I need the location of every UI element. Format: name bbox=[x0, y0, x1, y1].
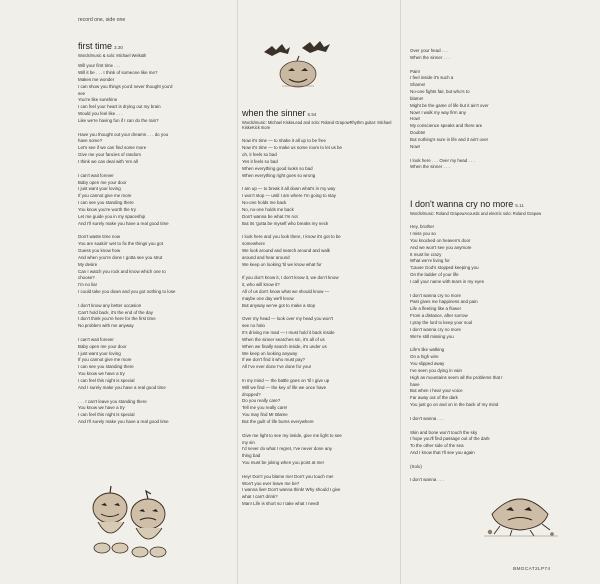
lyric-line: I can't wait forever bbox=[78, 172, 114, 178]
lyric-line: I'm no liar bbox=[78, 282, 98, 288]
lyric-line: I just want your loving bbox=[78, 350, 121, 356]
song-title: when the sinner 6.54 bbox=[242, 108, 317, 118]
lyric-line: have some? bbox=[78, 138, 103, 144]
song-credits bbox=[242, 120, 392, 130]
lyric-line: If you cannot give me more bbox=[78, 193, 132, 199]
stanza-break bbox=[78, 392, 238, 399]
song-when-the-sinner bbox=[242, 108, 392, 508]
stanza-break bbox=[410, 409, 560, 416]
song-i-dont-wanna-cry bbox=[410, 199, 560, 484]
lyric-line: Might be the game of life but it ain't over bbox=[410, 102, 489, 108]
song-credits bbox=[78, 53, 238, 58]
lyric-line: You know we have a try bbox=[78, 371, 125, 377]
lyric-line: I pray the lord to keep your soul bbox=[410, 320, 473, 326]
lyric-line: Kick more bbox=[252, 125, 271, 131]
lyric-line: dropped? bbox=[242, 391, 261, 397]
lyric-line: my sin bbox=[242, 439, 255, 445]
lyric-line: And I'll surely make you have a real good time bbox=[78, 220, 169, 226]
lyric-line: I don't wanna cry no more bbox=[410, 292, 461, 298]
lyric-line: My desire bbox=[78, 261, 98, 267]
lyric-line: I can feel your heart is drying out my brain bbox=[78, 104, 161, 110]
lyric-line: I am up — to break it all down what's in my way bbox=[242, 186, 336, 192]
lyric-line: Lead and solo: Roland Grapow bbox=[293, 120, 350, 125]
stanza-break bbox=[242, 310, 392, 317]
stanza-break bbox=[78, 166, 238, 173]
lyric-line: It must be crazy bbox=[410, 251, 442, 257]
lyric-line: When the sinner . . . bbox=[410, 54, 450, 60]
lyric-line: Life's like walking bbox=[410, 347, 445, 353]
lyric-line: Pain! bbox=[410, 68, 421, 74]
lyric-line: No-one fights fair, but who's to bbox=[410, 89, 470, 95]
lyric-line: Hey! Don't you blame me! Don't you touch me! bbox=[242, 473, 334, 479]
lyric-line: Have you thought out your dreams . . . do you bbox=[78, 131, 169, 137]
lyric-line: Makes me wonder bbox=[78, 76, 115, 82]
song-lyrics bbox=[242, 138, 392, 508]
lyric-line: From a distance, after sorrow bbox=[410, 313, 468, 319]
lyric-line: But nothing's sure in life and it ain't over bbox=[410, 136, 489, 142]
song-credits bbox=[410, 211, 560, 216]
lyric-line: High as mountains seem all the problems that I bbox=[410, 374, 503, 380]
lyric-line: I could take you down and you got nothing to lose bbox=[78, 289, 176, 295]
lyric-line: You must be joking when you point at me! bbox=[242, 460, 324, 466]
stanza-break bbox=[78, 330, 238, 337]
lyric-line: And I surely make you have a real good time bbox=[78, 384, 166, 390]
lyric-line: Will your first time . . . bbox=[78, 63, 121, 69]
lyric-line: But its 'gotta be myself who breaks my neck bbox=[242, 220, 329, 226]
lyric-line: All of us don't know what we should know — bbox=[242, 288, 330, 294]
lyric-line: And when you're done I gotta see you strut bbox=[78, 254, 163, 260]
lyric-line: I don't wanna cry no more bbox=[410, 326, 461, 332]
song-title: first time 3.30 bbox=[78, 41, 123, 51]
lyric-line: I feel inside it's such a bbox=[410, 75, 454, 81]
lyric-line: Yes it feels so bad bbox=[242, 158, 278, 164]
lyric-line: I call your name with tears in my eyes bbox=[410, 278, 484, 284]
lyric-line: Baby open me your door bbox=[78, 343, 127, 349]
lyric-line: You know we have a try bbox=[78, 405, 125, 411]
lyric-line: And I'll surely make you have a real good time bbox=[78, 419, 169, 425]
lyric-line: have bbox=[410, 381, 420, 387]
song-title: I don't wanna cry no more 5.11 bbox=[410, 199, 524, 209]
stanza-break bbox=[78, 227, 238, 234]
lyric-line: I think we can deal with 'em all bbox=[78, 159, 138, 165]
lyric-line: Would you feel like . . . bbox=[78, 111, 123, 117]
lyric-line: If we don't find it who must pay? bbox=[242, 357, 306, 363]
lyric-line: I look here and you look there, I know it's got to be bbox=[242, 234, 341, 240]
lyric-line: blame! bbox=[410, 95, 424, 101]
lyric-line: I can feel this night is special bbox=[78, 378, 135, 384]
stanza-break bbox=[78, 296, 238, 303]
lyric-line: . . . I can't leave you standing there bbox=[78, 398, 147, 404]
lyric-line: And we won't see you anymore bbox=[410, 244, 472, 250]
lyric-line: I just want your loving bbox=[78, 186, 121, 192]
stanza-break bbox=[242, 227, 392, 234]
lyric-line: We keep on looking 'til we know what for bbox=[242, 261, 322, 267]
lyric-line: Shame! bbox=[410, 82, 426, 88]
stanza-break bbox=[242, 268, 392, 275]
stanza-break bbox=[78, 125, 238, 132]
lyric-line: Don't waste time now bbox=[78, 234, 121, 240]
lyric-line: Now! bbox=[410, 143, 421, 149]
lyric-line: You're like sunshine bbox=[78, 97, 118, 103]
lyric-line: I can see you standing there bbox=[78, 364, 134, 370]
lyric-line: No problem with me anyway bbox=[78, 323, 134, 329]
lyric-line: Will we find — the key of life we once have bbox=[242, 384, 327, 390]
lyric-line: To the other side of the sea bbox=[410, 443, 464, 449]
lyric-line: maybe one day we'll know bbox=[242, 295, 294, 301]
stanza-break bbox=[410, 423, 560, 430]
lyric-line: Man! Life is short so I take what I need! bbox=[242, 501, 320, 507]
lyric-line: it, who will know it? bbox=[242, 282, 280, 288]
lyric-line: see no halo bbox=[242, 323, 265, 329]
lyric-line: You just go on and on in the back of my mind bbox=[410, 402, 499, 408]
lyric-line: I don't think you're here for the first time bbox=[78, 316, 156, 322]
lyric-line: In my mind — the battle goes on 'til I give up bbox=[242, 377, 330, 383]
stanza-break bbox=[410, 151, 560, 158]
lyric-line: Rhythm guitar: Michael Kiske bbox=[242, 120, 392, 131]
catalog-number: BMGCAT2LP74 bbox=[513, 567, 551, 572]
song-lyrics-continued bbox=[410, 48, 560, 171]
lyric-line: 'Cause God's stopped keeping you bbox=[410, 265, 479, 271]
stanza-break bbox=[410, 341, 560, 348]
lyric-line: Don't wanna be what I'm not bbox=[242, 213, 298, 219]
stanza-break bbox=[410, 286, 560, 293]
lyric-line: What we're living for bbox=[410, 258, 450, 264]
lyric-line: Won't you ever leave me be? bbox=[242, 480, 300, 486]
lyric-line: I can feel this night is special bbox=[78, 412, 135, 418]
lyric-line: I'd never do what I regret, I've never done any bbox=[242, 446, 333, 452]
song-first-time bbox=[78, 41, 238, 426]
lyric-line: Words/music: Roland Grapow bbox=[410, 211, 465, 216]
lyric-line: Far away out of the dark bbox=[410, 395, 458, 401]
lyric-line: No, no-one holds me back bbox=[242, 206, 294, 212]
lyric-line: Over my head — look over my head you won't bbox=[242, 316, 333, 322]
pumpkin-bats-illustration bbox=[258, 38, 338, 94]
lyric-line: When we finally search inside, it's under us bbox=[242, 343, 327, 349]
lyric-line: Past gives me happiness and pain bbox=[410, 299, 478, 305]
lyric-line: Words/music & solo: Michael Weikath bbox=[78, 53, 147, 58]
lyric-line: My conscience speaks and there are bbox=[410, 123, 483, 129]
lyric-line: You slipped away bbox=[410, 361, 445, 367]
lyric-line: I wanna live! Don't wanna think! Why should I give bbox=[242, 487, 341, 493]
lyric-line: Let's see if we can find some more bbox=[78, 145, 147, 151]
lyric-line: On the ladder of your life bbox=[410, 272, 459, 278]
lyric-line: I can't wait forever bbox=[78, 336, 114, 342]
lyric-line: Will it be . . . I think of someone like me? bbox=[78, 70, 158, 76]
lyric-line: I can see you standing there bbox=[78, 200, 134, 206]
lyric-line: When everything good looks so bad bbox=[242, 165, 313, 171]
lyric-line: We look around and search around and walk bbox=[242, 247, 330, 253]
lyric-line: You know you're worth the try bbox=[78, 206, 136, 212]
lyric-line: And I know that I'll see you again bbox=[410, 450, 475, 456]
lyric-line: On a high wire bbox=[410, 354, 439, 360]
song-lyrics bbox=[410, 224, 560, 484]
lyric-line: Like we're having fun if I can do the rain? bbox=[78, 117, 159, 123]
lyric-line: Doubts! bbox=[410, 130, 426, 136]
lyric-line: When the sinner searches sin, it's all of us bbox=[242, 336, 325, 342]
lyric-line: I've seen you dying in vain bbox=[410, 367, 462, 373]
lyric-line: what I can't drink? bbox=[242, 494, 278, 500]
lyric-line: Tell me you really care! bbox=[242, 405, 288, 411]
lyric-line: When everything right goes so wrong bbox=[242, 172, 316, 178]
lyric-line: I can show you things you'd never thought you'd bbox=[78, 83, 173, 89]
fold-line bbox=[400, 0, 401, 584]
side-header: record one, side one bbox=[78, 17, 126, 23]
lyric-line: Skin and bone won't touch the sky bbox=[410, 429, 478, 435]
stanza-break bbox=[410, 471, 560, 478]
lyric-line: Give me your fancies of random bbox=[78, 152, 141, 158]
stanza-break bbox=[242, 426, 392, 433]
song-duration: 6.54 bbox=[307, 112, 317, 117]
lyric-line: It's driving me mad — I must hold it back inside bbox=[242, 330, 335, 336]
lyric-line: choose? bbox=[78, 275, 95, 281]
stanza-break bbox=[242, 179, 392, 186]
lyric-line: Over your head . . . bbox=[410, 48, 448, 53]
lyric-line: But anyway we've got to make a stop bbox=[242, 302, 316, 308]
lyric-line: Now it's time — to shake it all up to be free bbox=[242, 138, 326, 144]
lyric-line: somewhere bbox=[242, 241, 265, 247]
lyric-line: You may find Mr Blame bbox=[242, 412, 288, 418]
lyric-line: see bbox=[78, 90, 86, 96]
lyric-line: If you don't know it, I don't know it, we don't know bbox=[242, 275, 339, 281]
lyric-line: Do you really care? bbox=[242, 398, 281, 404]
smashed-pumpkin-illustration bbox=[478, 480, 562, 538]
lyric-line: How! bbox=[410, 116, 421, 122]
stanza-break bbox=[410, 457, 560, 464]
lyric-line: Give me light to see my inside, give me light to see bbox=[242, 432, 342, 438]
lyric-line: I don't know any better occasion bbox=[78, 302, 142, 308]
lyric-line: But when I hear your voice bbox=[410, 388, 463, 394]
lyric-line: You knocked on heaven's door bbox=[410, 237, 471, 243]
lyric-line: I hope you'll find passage out of the dark bbox=[410, 436, 490, 442]
pumpkin-creatures-illustration bbox=[82, 478, 180, 562]
song-lyrics bbox=[78, 63, 238, 426]
lyric-line: I miss you so bbox=[410, 231, 436, 237]
lyric-line: around and hear around bbox=[242, 254, 290, 260]
lyric-line: (Solo) bbox=[410, 463, 422, 469]
lyric-line: No-one holds me back bbox=[242, 200, 287, 205]
lyric-line: Guess you know how bbox=[78, 247, 121, 253]
lyric-line: I don't wanna . . . bbox=[410, 477, 444, 483]
lyric-line: Now it's time — to make us some room to let us be bbox=[242, 145, 342, 151]
lyric-line: Hey, brother bbox=[410, 224, 435, 230]
song-continuation bbox=[410, 48, 560, 171]
lyric-line: We're still missing you bbox=[410, 333, 454, 339]
lyric-line: But the guilt of life burns everywhere bbox=[242, 419, 314, 424]
song-duration: 5.11 bbox=[515, 203, 524, 208]
lyric-line: I won't stop — until I am where I'm going to stay bbox=[242, 193, 336, 199]
stanza-break bbox=[242, 467, 392, 474]
lyric-line: Let me guide you in my spaceship bbox=[78, 213, 146, 219]
lyric-line: All I've ever done I've done for you! bbox=[242, 364, 312, 370]
lyric-line: I don't wanna . . . bbox=[410, 415, 444, 421]
lyric-line: If you cannot give me more bbox=[78, 357, 132, 363]
lyric-line: You are soakin' wet to fix the things you got bbox=[78, 241, 164, 247]
lyric-line: We keep on looking anyway bbox=[242, 350, 298, 356]
lyric-line: When the sinner . . . bbox=[410, 164, 450, 170]
stanza-break bbox=[410, 62, 560, 69]
stanza-break bbox=[242, 371, 392, 378]
lyric-line: Now! I walk my way firm any bbox=[410, 109, 466, 115]
lyric-line: Can I watch you rock and know which one to bbox=[78, 268, 166, 274]
lyric-line: Words/music: Michael Kiske bbox=[242, 120, 294, 125]
lyric-line: I look here . . . Over my head . . . bbox=[410, 157, 475, 163]
lyric-line: Acoustic and electric solo: Roland Grapow bbox=[464, 211, 542, 216]
lyric-line: oh, it feels so bad bbox=[242, 152, 277, 158]
lyric-line: Life a fleeting like a flower bbox=[410, 306, 462, 312]
lyric-line: thing bad bbox=[242, 453, 261, 459]
song-duration: 3.30 bbox=[114, 45, 123, 50]
lyric-line: Can't hold back, it's the end of the day bbox=[78, 309, 153, 315]
lyric-line: Baby open me your door bbox=[78, 179, 127, 185]
